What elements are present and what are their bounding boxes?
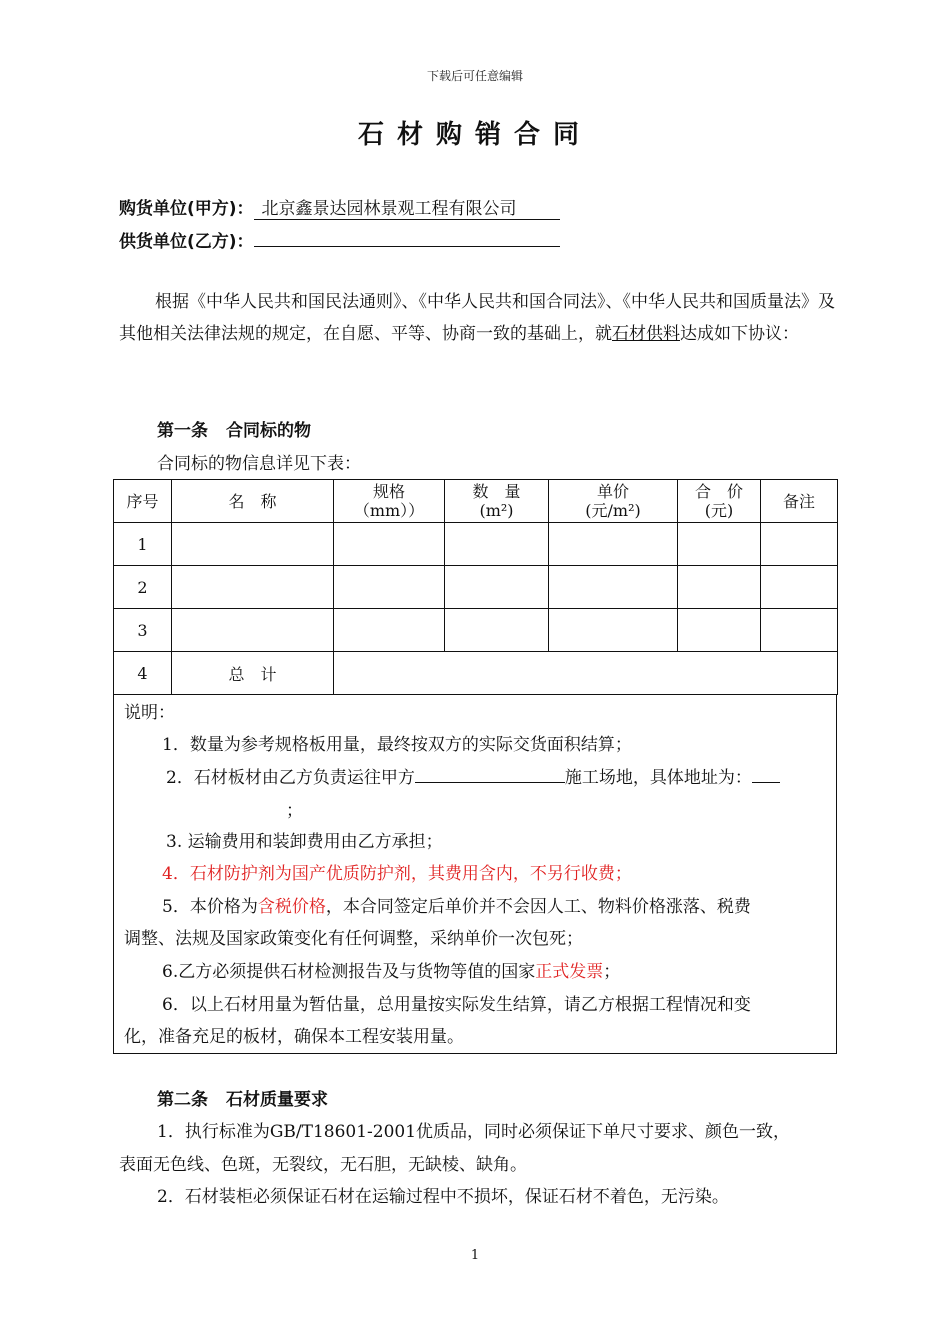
buyer-value: 北京鑫景达园林景观工程有限公司 bbox=[254, 199, 560, 220]
preamble-paragraph bbox=[119, 286, 835, 350]
total-row-value bbox=[334, 652, 838, 695]
preamble-subject: 石材供料 bbox=[612, 324, 680, 344]
article2-name: 石材质量要求 bbox=[226, 1090, 328, 1110]
header-cell-index: 序号 bbox=[114, 480, 172, 523]
note-6: 6.乙方必须提供石材检测报告及与货物等值的国家正式发票； bbox=[162, 962, 621, 982]
header-cell-remarks: 备注 bbox=[761, 480, 838, 523]
row-index: 1 bbox=[114, 523, 172, 566]
note-2-address-blank bbox=[752, 767, 780, 783]
note-7-cont: 化，准备充足的板材，确保本工程安装用量。 bbox=[124, 1027, 464, 1047]
header-cell-unit-price: 单价 (元/m²) bbox=[549, 480, 678, 523]
table-row bbox=[114, 523, 838, 566]
buyer-label: 购货单位(甲方)： bbox=[119, 199, 254, 219]
notes-box bbox=[113, 694, 837, 1054]
note-1: 1．数量为参考规格板用量，最终按双方的实际交货面积结算； bbox=[162, 735, 632, 755]
note-5-highlight: 含税价格 bbox=[257, 897, 326, 917]
table-header-row bbox=[114, 480, 838, 523]
article2-item2: 2．石材装柜必须保证石材在运输过程中不损坏，保证石材不着色，无污染。 bbox=[157, 1187, 729, 1207]
note-6-highlight: 正式发票 bbox=[535, 962, 604, 982]
seller-label: 供货单位(乙方)： bbox=[119, 232, 254, 252]
note-5: 5．本价格为含税价格，本合同签定后单价并不会因人工、物料价格涨落、税费 bbox=[162, 897, 751, 917]
row-index: 2 bbox=[114, 566, 172, 609]
article2-title bbox=[157, 1085, 328, 1110]
table-total-row bbox=[114, 652, 838, 695]
article1-number: 第一条 bbox=[157, 421, 208, 441]
notes-heading: 说明： bbox=[124, 703, 175, 723]
article1-intro: 合同标的物信息详见下表： bbox=[157, 454, 361, 474]
article2-item1: 1．执行标准为GB/T18601-2001优质品，同时必须保证下单尺寸要求、颜色一致， bbox=[157, 1122, 791, 1142]
note-7: 6．以上石材用量为暂估量，总用量按实际发生结算，请乙方根据工程情况和变 bbox=[162, 995, 751, 1015]
note-2: 2．石材板材由乙方负责运往甲方 施工场地，具体地址为： bbox=[166, 763, 780, 788]
header-cell-quantity: 数 量 (m²) bbox=[445, 480, 549, 523]
seller-value bbox=[254, 246, 560, 247]
header-cell-spec: 规格 （mm）） bbox=[334, 480, 445, 523]
preamble-tail: 达成如下协议： bbox=[680, 324, 799, 344]
page-number: 1 bbox=[470, 1248, 480, 1263]
seller-line bbox=[119, 227, 560, 252]
total-row-label: 总 计 bbox=[172, 652, 334, 695]
table-row bbox=[114, 566, 838, 609]
note-4: 4．石材防护剂为国产优质防护剂，其费用含内，不另行收费； bbox=[162, 864, 632, 884]
goods-table bbox=[113, 479, 838, 695]
total-row-index: 4 bbox=[114, 652, 172, 695]
note-5-cont: 调整、法规及国家政策变化有任何调整，采纳单价一次包死； bbox=[124, 929, 583, 949]
note-2-end: ； bbox=[286, 801, 303, 821]
note-2-blank bbox=[415, 767, 565, 783]
header-cell-total-price: 合 价 (元) bbox=[678, 480, 761, 523]
header-note: 下载后可任意编辑 bbox=[426, 69, 523, 83]
article2-number: 第二条 bbox=[157, 1090, 208, 1110]
contract-title: 石材购销合同 bbox=[357, 120, 592, 150]
article1-title bbox=[157, 416, 311, 441]
article2-item1-cont: 表面无色线、色斑，无裂纹，无石胆，无缺棱、缺角。 bbox=[119, 1155, 527, 1175]
header-cell-name: 名 称 bbox=[172, 480, 334, 523]
note-3: 3. 运输费用和装卸费用由乙方承担； bbox=[166, 832, 443, 852]
article1-name: 合同标的物 bbox=[226, 421, 311, 441]
buyer-line bbox=[119, 194, 560, 220]
table-row bbox=[114, 609, 838, 652]
row-index: 3 bbox=[114, 609, 172, 652]
preamble-text: 根据《中华人民共和国民法通则》、《中华人民共和国合同法》、《中华人民共和国质量法》及其他相关法律法规的规定，在自愿、平等、协商一致的基础上，就 bbox=[119, 292, 835, 344]
